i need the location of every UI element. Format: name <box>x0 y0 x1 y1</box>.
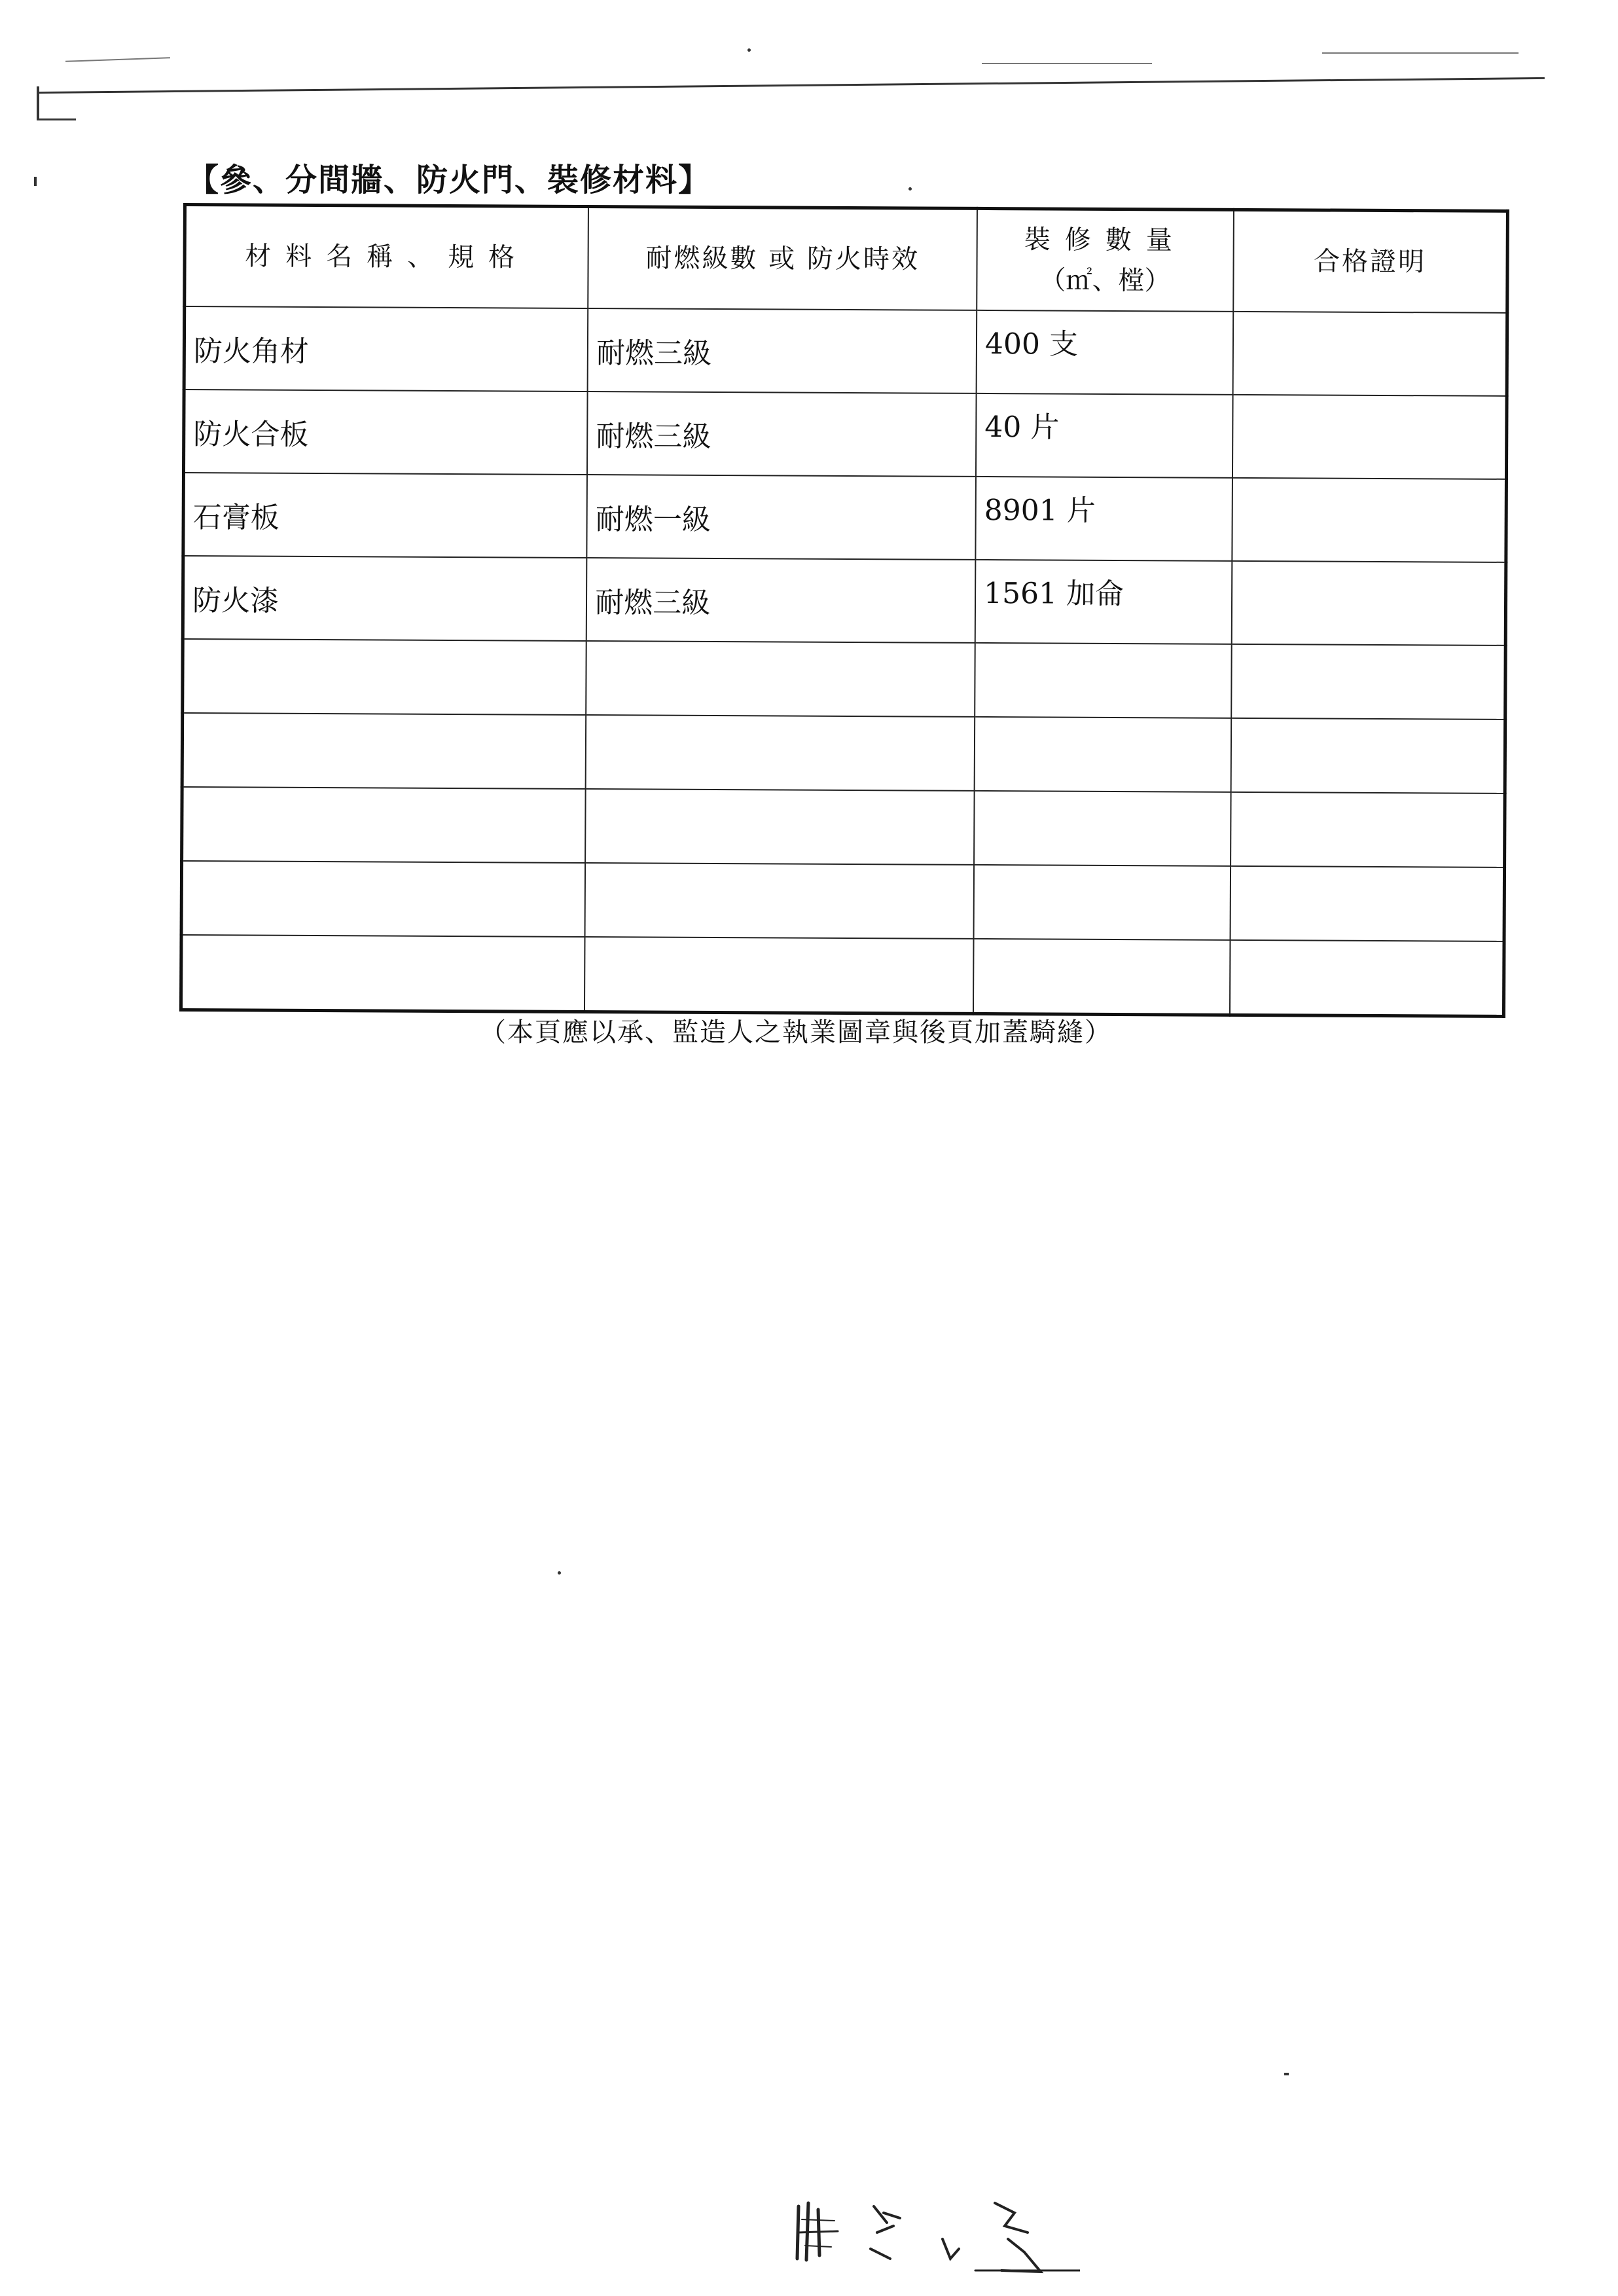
cell-quantity <box>975 643 1232 718</box>
header-material <box>185 205 588 309</box>
cell-quantity: 400 支 <box>977 310 1234 395</box>
table-row <box>183 556 1506 646</box>
cell-certificate <box>1233 312 1507 396</box>
table-header-row <box>185 205 1508 313</box>
header-material-label: 材料名稱、規格 <box>245 241 530 273</box>
header-quantity-line2: （㎡、樘） <box>1039 265 1171 297</box>
scan-noise <box>908 187 912 191</box>
cell-material: 石膏板 <box>183 473 587 558</box>
table-row <box>182 787 1505 867</box>
cell-rating <box>585 789 974 865</box>
scan-noise <box>747 48 751 52</box>
materials-table <box>179 203 1509 1018</box>
scan-noise <box>1322 52 1519 54</box>
cell-material <box>181 935 584 1012</box>
scan-noise <box>1284 2073 1289 2075</box>
cell-certificate <box>1230 940 1504 1017</box>
table-row <box>183 473 1507 562</box>
cell-certificate <box>1231 718 1505 793</box>
cell-rating: 耐燃三級 <box>587 392 976 477</box>
header-quantity <box>977 208 1234 311</box>
header-rating <box>588 207 977 310</box>
cell-quantity: 1561 加侖 <box>975 560 1232 644</box>
cell-material <box>181 861 585 937</box>
seam-seal-stamp-icon <box>779 2187 1080 2278</box>
cell-certificate <box>1231 644 1505 720</box>
cell-material: 防火角材 <box>184 306 588 392</box>
cell-quantity <box>974 791 1231 866</box>
scan-noise <box>982 63 1152 64</box>
cell-rating <box>585 863 974 939</box>
table-row <box>182 713 1505 793</box>
cell-quantity <box>973 939 1231 1015</box>
footer-note: （本頁應以承、監造人之執業圖章與後頁加蓋騎縫） <box>480 1017 1112 1048</box>
cell-rating: 耐燃三級 <box>588 308 977 393</box>
cell-quantity <box>974 865 1231 940</box>
table-row <box>181 935 1504 1016</box>
cell-certificate <box>1231 866 1505 941</box>
cell-quantity: 40 片 <box>976 393 1233 478</box>
cell-certificate <box>1231 792 1505 867</box>
cell-material <box>182 787 586 863</box>
cell-rating <box>586 715 975 791</box>
cell-material: 防火漆 <box>183 556 586 641</box>
header-certificate <box>1233 210 1507 313</box>
cell-certificate <box>1232 395 1507 479</box>
table-row <box>183 390 1507 479</box>
cell-quantity <box>975 717 1232 792</box>
cell-certificate <box>1232 478 1506 562</box>
scan-noise <box>558 1571 561 1575</box>
cell-rating <box>586 641 975 717</box>
cell-material <box>182 713 586 789</box>
section-title: 【參、分間牆、防火門、裝修材料】 <box>187 162 711 198</box>
cell-rating <box>584 937 973 1013</box>
scan-noise <box>34 177 37 186</box>
cell-material <box>183 639 586 715</box>
header-quantity-line1: 裝修數量 <box>1024 225 1187 256</box>
cell-rating: 耐燃三級 <box>586 558 975 643</box>
header-certificate-label: 合格證明 <box>1313 246 1427 278</box>
table-row <box>184 306 1507 396</box>
scan-edge-line <box>39 77 1545 94</box>
table-row <box>181 861 1505 941</box>
cell-rating: 耐燃一級 <box>587 475 976 560</box>
cell-quantity: 8901 片 <box>975 477 1232 561</box>
cell-certificate <box>1232 561 1506 646</box>
header-rating-label: 耐燃級數 或 防火時效 <box>645 243 920 275</box>
scan-edge-mark <box>37 118 76 120</box>
cell-material: 防火合板 <box>183 390 587 475</box>
scan-noise <box>65 57 170 62</box>
table-row <box>183 639 1506 720</box>
